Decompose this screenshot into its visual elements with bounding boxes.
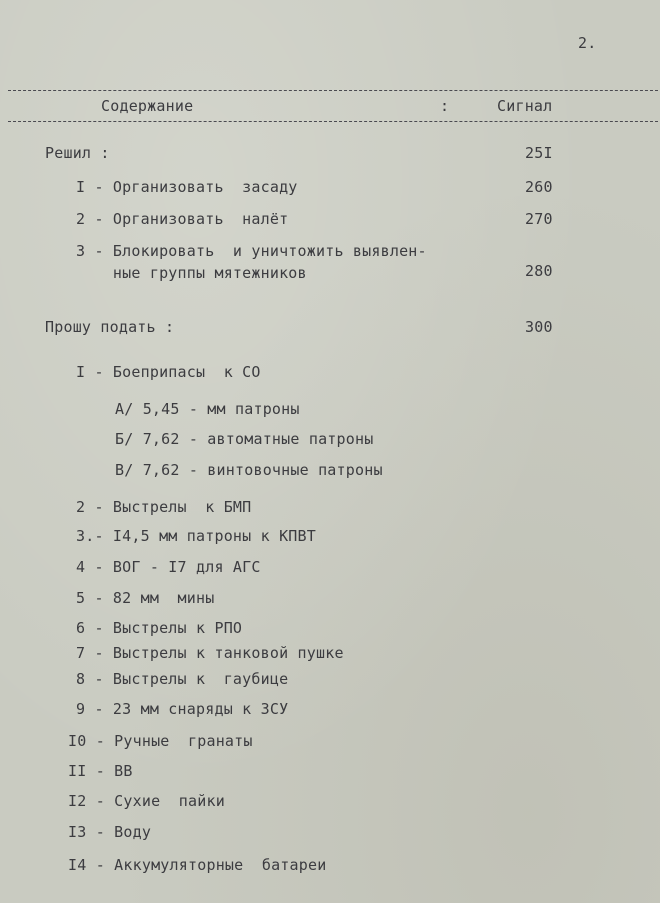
request-item-3: 3.- I4,5 мм патроны к КПВТ [76,527,316,545]
request-item-6: 6 - Выстрелы к РПО [76,619,243,637]
request-subitem-v: В/ 7,62 - винтовочные патроны [115,461,383,479]
decided-item-3-signal: 280 [525,262,553,280]
decided-item-3-line1: 3 - Блокировать и уничтожить выявлен- [76,242,427,260]
decided-item-1-signal: 260 [525,178,553,196]
page-number: 2. [578,34,597,52]
request-item-14: I4 - Аккумуляторные батареи [68,856,327,874]
request-item-9: 9 - 23 мм снаряды к ЗСУ [76,700,289,718]
decided-item-2: 2 - Организовать налёт [76,210,289,228]
request-item-13: I3 - Воду [68,823,152,841]
column-separator: : [440,97,450,115]
request-subitem-b: Б/ 7,62 - автоматные патроны [115,430,374,448]
decided-item-3-line2: ные группы мятежников [76,264,307,282]
decided-heading: Решил : [45,144,110,162]
request-item-2: 2 - Выстрелы к БМП [76,498,252,516]
request-item-12: I2 - Сухие пайки [68,792,225,810]
request-item-7: 7 - Выстрелы к танковой пушке [76,644,344,662]
request-item-8: 8 - Выстрелы к гаубице [76,670,289,688]
request-heading-signal: 300 [525,318,553,336]
decided-heading-signal: 25I [525,144,553,162]
decided-item-2-signal: 270 [525,210,553,228]
request-item-1: I - Боеприпасы к СО [76,363,261,381]
request-item-11: II - ВВ [68,762,133,780]
decided-item-1: I - Организовать засаду [76,178,298,196]
bottom-dashed-rule [8,121,658,122]
request-item-10: I0 - Ручные гранаты [68,732,253,750]
top-dashed-rule [8,90,658,91]
request-heading: Прошу подать : [45,318,175,336]
request-item-4: 4 - ВОГ - I7 для АГС [76,558,261,576]
request-item-5: 5 - 82 мм мины [76,589,215,607]
contents-column-label: Содержание [101,97,194,115]
signal-column-label: Сигнал [497,97,553,115]
request-subitem-a: А/ 5,45 - мм патроны [115,400,300,418]
